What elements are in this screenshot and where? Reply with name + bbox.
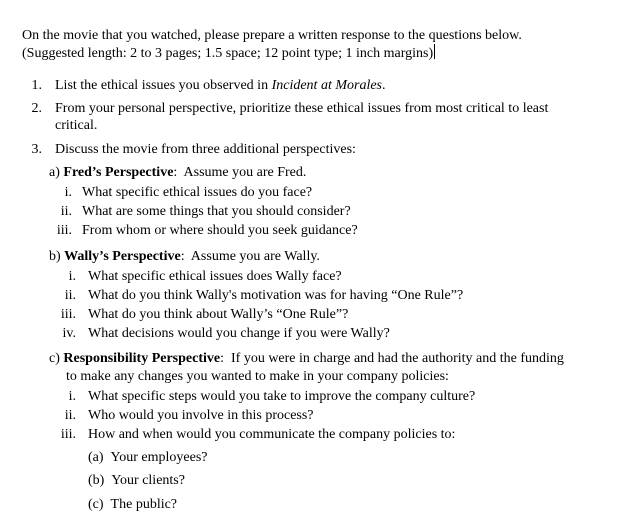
section-c-title: Responsibility Perspective [63, 351, 221, 366]
section-a-title: Fred’s Perspective [63, 165, 174, 180]
section-b-q3-number: iii. [60, 307, 76, 322]
section-b-q1-text: What specific ethical issues does Wally face? [88, 269, 342, 284]
section-b-title: Wally’s Perspective [64, 249, 181, 264]
section-a-q3-text: From whom or where should you seek guidance? [82, 223, 358, 238]
subitem-b-label: (b) [88, 473, 105, 488]
subitem-c-label: (c) [88, 497, 104, 512]
section-c-q2-number: ii. [64, 408, 76, 423]
section-a-label: a) [49, 165, 60, 180]
section-a-q1-text: What specific ethical issues do you face? [82, 185, 313, 200]
item-2-line-1: From your personal perspective, prioritize these ethical issues from most critical to least [55, 101, 549, 116]
intro-line-2 [22, 44, 435, 63]
section-a-heading [49, 164, 306, 182]
section-b-q3-text: What do you think about Wally’s “One Rule”? [88, 307, 349, 322]
section-b-q4-text: What decisions would you change if you were Wally? [88, 326, 390, 341]
section-c-subitem-a [88, 449, 208, 467]
item-3-text: Discuss the movie from three additional perspectives: [55, 142, 356, 157]
item-1-movie-title: Incident at Morales [271, 78, 382, 93]
item-1-text [55, 77, 386, 95]
section-c-subitem-c [88, 496, 177, 514]
section-a-q3-number: iii. [56, 223, 72, 238]
section-c-q1-text: What specific steps would you take to improve the company culture? [88, 389, 476, 404]
section-a-colon: : [173, 165, 178, 180]
item-1-prefix: List the ethical issues you observed in [55, 78, 272, 93]
section-a-lead: Assume you are Fred. [177, 165, 307, 180]
item-2-line-2: critical. [55, 118, 98, 133]
subitem-a-label: (a) [88, 450, 104, 465]
section-b-label: b) [49, 249, 61, 264]
section-a-q2-number: ii. [60, 204, 72, 219]
section-c-q1-number: i. [68, 389, 76, 404]
section-b-q2-text: What do you think Wally's motivation was for having “One Rule”? [88, 288, 464, 303]
item-1-number: 1. [31, 78, 42, 93]
section-a-q1-number: i. [64, 185, 72, 200]
item-2-number: 2. [31, 101, 42, 116]
section-b-heading [49, 248, 320, 266]
section-b-colon: : [180, 249, 185, 264]
item-3-number: 3. [31, 142, 42, 157]
text-cursor [434, 44, 435, 59]
intro-line-2-text: (Suggested length: 2 to 3 pages; 1.5 space; 12 point type; 1 inch margins) [22, 46, 434, 61]
section-c-label: c) [49, 351, 60, 366]
subitem-c-text: The public? [110, 497, 178, 512]
section-c-colon: : [220, 351, 224, 366]
section-c-subitem-b [88, 472, 185, 490]
subitem-b-text: Your clients? [111, 473, 185, 488]
section-c-q3-text: How and when would you communicate the company policies to: [88, 427, 456, 442]
section-c-lead-line-2: to make any changes you wanted to make in your company policies: [66, 369, 449, 384]
section-c-q3-number: iii. [60, 427, 76, 442]
section-b-q2-number: ii. [64, 288, 76, 303]
section-c-heading [49, 350, 564, 368]
section-b-q4-number: iv. [62, 326, 76, 341]
section-c-q2-text: Who would you involve in this process? [88, 408, 314, 423]
section-c-lead: If you were in charge and had the authority and the funding [224, 351, 564, 366]
section-b-q1-number: i. [68, 269, 76, 284]
item-1-suffix: . [382, 78, 386, 93]
section-a-q2-text: What are some things that you should consider? [82, 204, 351, 219]
subitem-a-text: Your employees? [110, 450, 208, 465]
section-b-lead: Assume you are Wally. [184, 249, 320, 264]
intro-line-1: On the movie that you watched, please prepare a written response to the questions below. [22, 28, 522, 43]
